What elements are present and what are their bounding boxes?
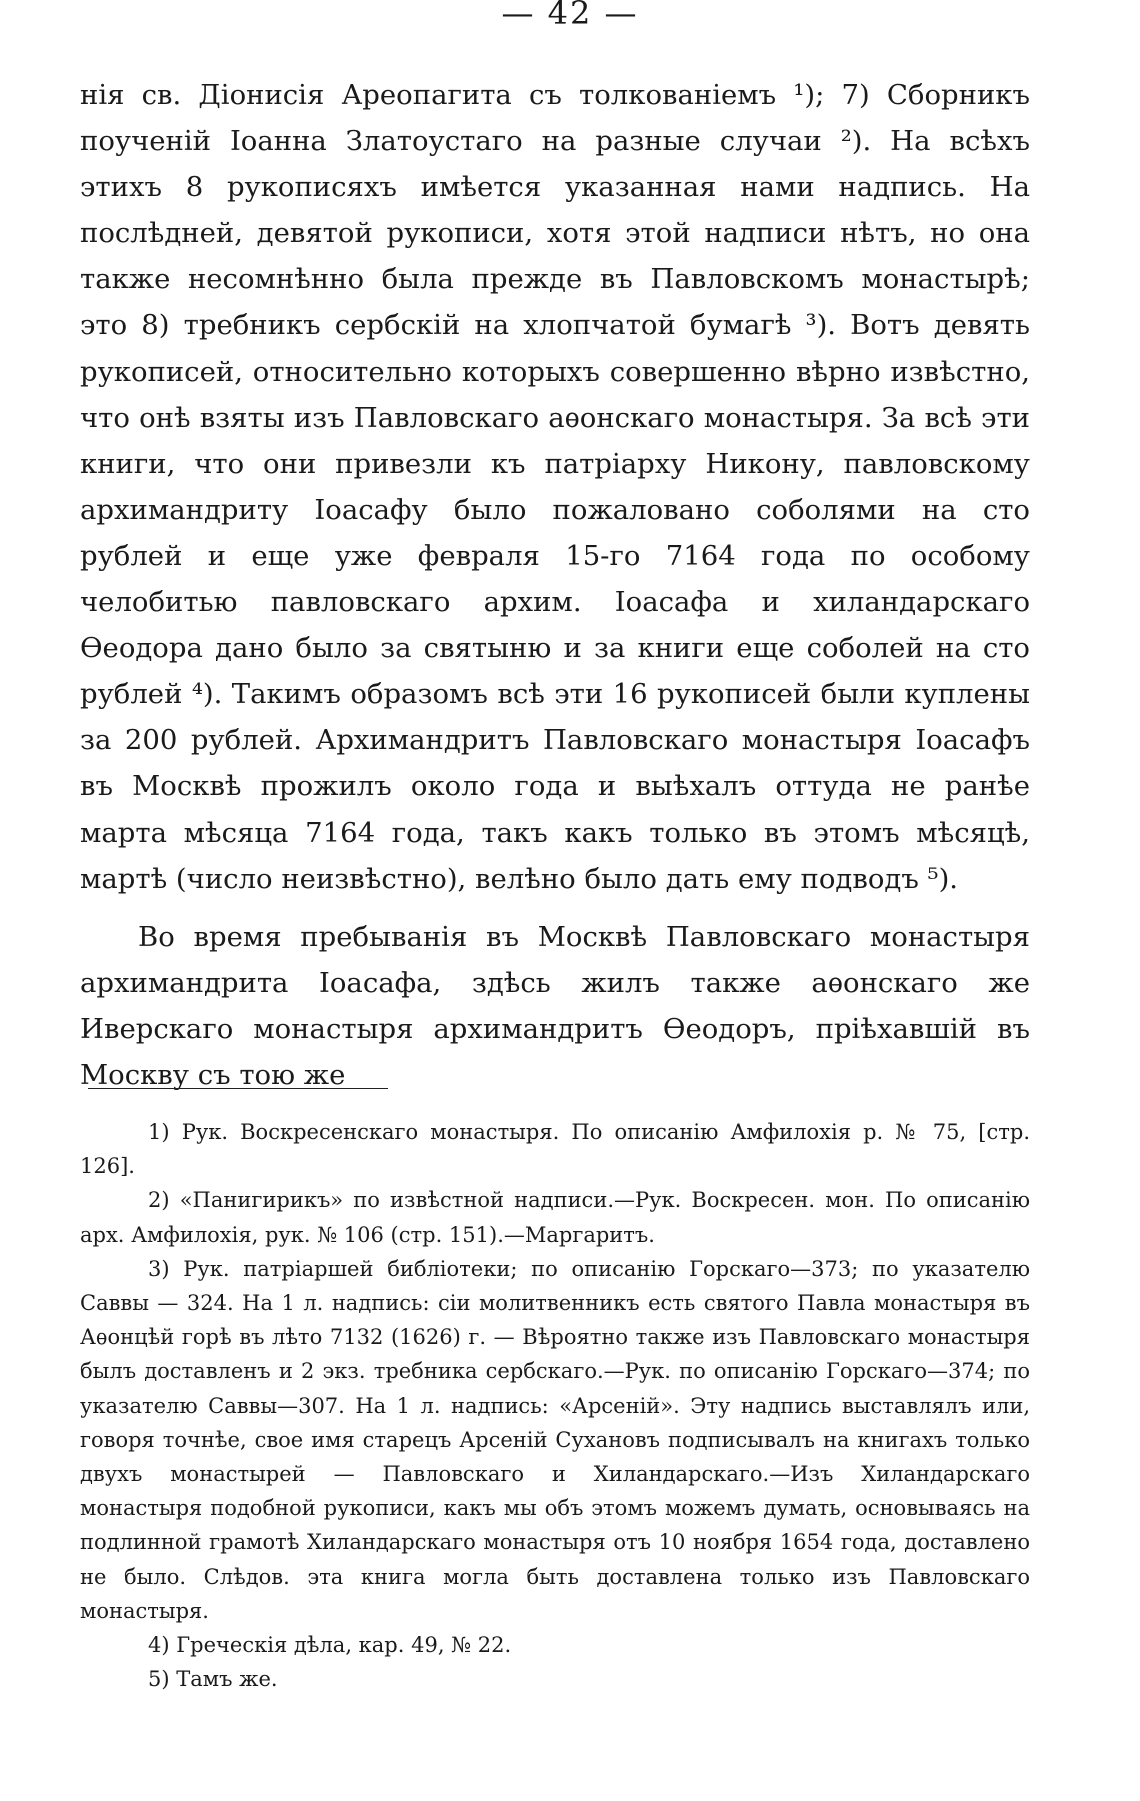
paragraph: нія св. Діонисія Ареопагита съ толкованіемъ ¹); 7) Сборникъ поученій Іоанна Златоустаго на разные случаи ²). На всѣхъ этихъ 8 рукописяхъ имѣется указанная нами надпись. На послѣдней, девятой рукописи, хотя этой надписи нѣтъ, но она также несомнѣнно была прежде въ Павловскомъ монастырѣ; это 8) требникъ сербскій на хлопчатой бумагѣ ³). Вотъ девять рукописей, относительно которыхъ совершенно вѣрно извѣстно, что онѣ взяты изъ Павловскаго аѳонскаго монастыря. За всѣ эти книги, что они привезли къ патріарху Никону, павловскому архимандриту Іоасафу было пожаловано соболями на сто рублей и еще уже февраля 15-го 7164 года по особому челобитью павловскаго архим. Іоасафа и хиландарскаго Ѳеодора дано было за святыню и за книги еще соболей на сто рублей ⁴). Такимъ образомъ всѣ эти 16 рукописей были куплены за 200 рублей. Архимандритъ Павловскаго монастыря Іоасафъ въ Москвѣ прожилъ около года и выѣхалъ оттуда не ранѣе марта мѣсяца 7164 года, такъ какъ только въ этомъ мѣсяцѣ, мартѣ (число неизвѣстно), велѣно было дать ему подводъ ⁵). — [80, 79, 1030, 895]
footnote-divider — [88, 1088, 388, 1089]
footnote-mark: 3) — [148, 1256, 170, 1281]
footnote — [80, 1183, 1030, 1251]
footnote — [80, 1628, 1030, 1662]
main-text — [80, 72, 1030, 1098]
footnote-text: Греческія дѣла, кар. 49, № 22. — [176, 1633, 512, 1658]
footnote-text: «Панигирикъ» по извѣстной надписи.—Рук. Воскресен. мон. По описанію арх. Амфилохія, рук. № 106 (стр. 151).—Маргаритъ. — [80, 1188, 1030, 1247]
page-number: — 42 — — [501, 0, 639, 32]
footnote-text: Тамъ же. — [176, 1667, 278, 1692]
footnote — [80, 1252, 1030, 1628]
footnote-mark: 2) — [148, 1188, 170, 1213]
footnote-mark: 4) — [148, 1633, 170, 1658]
footnotes — [80, 1115, 1030, 1696]
paragraph: Во время пребыванія въ Москвѣ Павловскаго монастыря архимандрита Іоасафа, здѣсь жилъ также аѳонскаго же Иверскаго монастыря архимандритъ Ѳеодоръ, пріѣхавшій въ Москву съ тою же — [80, 920, 1030, 1091]
footnote-text: Рук. Воскресенскаго монастыря. По описанію Амфилохія р. № 75, [стр. 126]. — [80, 1120, 1031, 1179]
footnote — [80, 1115, 1030, 1183]
footnote-mark: 5) — [148, 1667, 170, 1692]
footnote-mark: 1) — [148, 1120, 170, 1144]
footnote-text: Рук. патріаршей библіотеки; по описанію Горскаго—373; по указателю Саввы — 324. На 1 л. надпись: сіи молитвенникъ есть святого Павла монастыря въ Аѳонцѣй горѣ въ лѣто 7132 (1626) г. — Вѣроятно также изъ Павловскаго монастыря былъ доставленъ и 2 экз. требника сербскаго.—Рук. по описанію Горскаго—374; по указателю Саввы—307. На 1 л. надпись: «Арсеній». Эту надпись выставлялъ или, говоря точнѣе, свое имя старецъ Арсеній Сухановъ подписывалъ на книгахъ только двухъ монастырей — Павловскаго и Хиландарскаго.—Изъ Хиландарскаго монастыря подобной рукописи, какъ мы объ этомъ можемъ думать, основываясь на подлинной грамотѣ Хиландарскаго монастыря отъ 10 ноября 1654 года, доставлено не было. Слѣдов. эта книга могла быть доставлена только изъ Павловскаго монастыря. — [80, 1256, 1030, 1623]
footnote — [80, 1662, 1030, 1696]
